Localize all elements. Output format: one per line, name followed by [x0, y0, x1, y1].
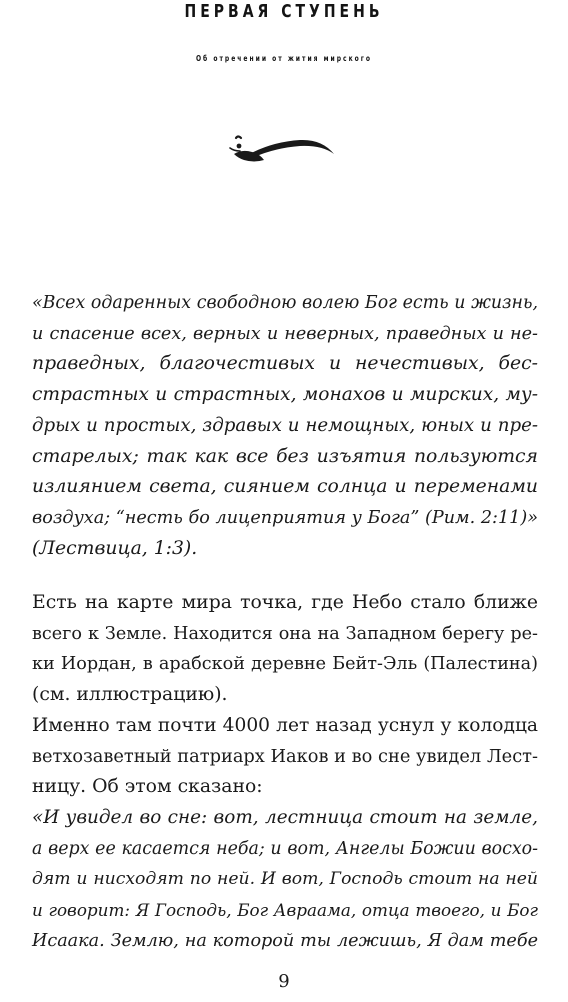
- epigraph-line: и спасение всех, верных и неверных, праведных и не-: [32, 323, 538, 344]
- epigraph-line: воздуха; “несть бо лицеприятия у Бога” (Рим. 2:11)»: [32, 507, 538, 528]
- body-text: [32, 588, 538, 956]
- scripture-quote-line: а верх ее касается неба; и вот, Ангелы Божии восхо-: [32, 838, 538, 859]
- leaf-flourish-icon: [222, 132, 342, 172]
- epigraph-source: (Лествица, 1:3).: [32, 537, 198, 559]
- epigraph-line: излиянием света, сиянием солнца и переменами: [32, 476, 538, 498]
- paragraph-line: (см. иллюстрацию).: [32, 684, 228, 706]
- paragraph-line: ветхозаветный патриарх Иаков и во сне увидел Лест-: [32, 745, 538, 767]
- paragraph-line: всего к Земле. Находится она на Западном берегу ре-: [32, 623, 538, 644]
- paragraph-line: Именно там почти 4000 лет назад уснул у колодца: [32, 714, 538, 736]
- scripture-quote-line: «И увидел во сне: вот, лестница стоит на земле,: [32, 806, 538, 828]
- epigraph-line: «Всех одаренных свободною волею Бог есть и жизнь,: [32, 293, 538, 313]
- paragraph-line: ницу. Об этом сказано:: [32, 776, 263, 798]
- epigraph-line: праведных, благочестивых и нечестивых, бес-: [32, 353, 538, 375]
- epigraph-quote: [32, 288, 538, 564]
- epigraph-line: страстных и страстных, монахов и мирских, му-: [32, 384, 538, 406]
- page-number: 9: [278, 971, 290, 992]
- scripture-quote-line: дят и нисходят по ней. И вот, Господь стоит на ней: [32, 869, 538, 890]
- chapter-title: ПЕРВАЯ СТУПЕНЬ: [184, 2, 384, 22]
- scripture-quote-line: Исаака. Землю, на которой ты лежишь, Я дам тебе: [32, 930, 538, 951]
- paragraph-line: Есть на карте мира точка, где Небо стало ближе: [32, 592, 538, 613]
- chapter-subtitle: Об отречении от жития мирского: [195, 54, 373, 64]
- epigraph-line: старелых; так как все без изъятия пользуются: [32, 445, 538, 467]
- scripture-quote-line: и говорит: Я Господь, Бог Авраама, отца твоего, и Бог: [32, 900, 538, 921]
- epigraph-line: дрых и простых, здравых и немощных, юных и пре-: [32, 414, 538, 436]
- paragraph-line: ки Иордан, в арабской деревне Бейт-Эль (Палестина): [32, 654, 538, 675]
